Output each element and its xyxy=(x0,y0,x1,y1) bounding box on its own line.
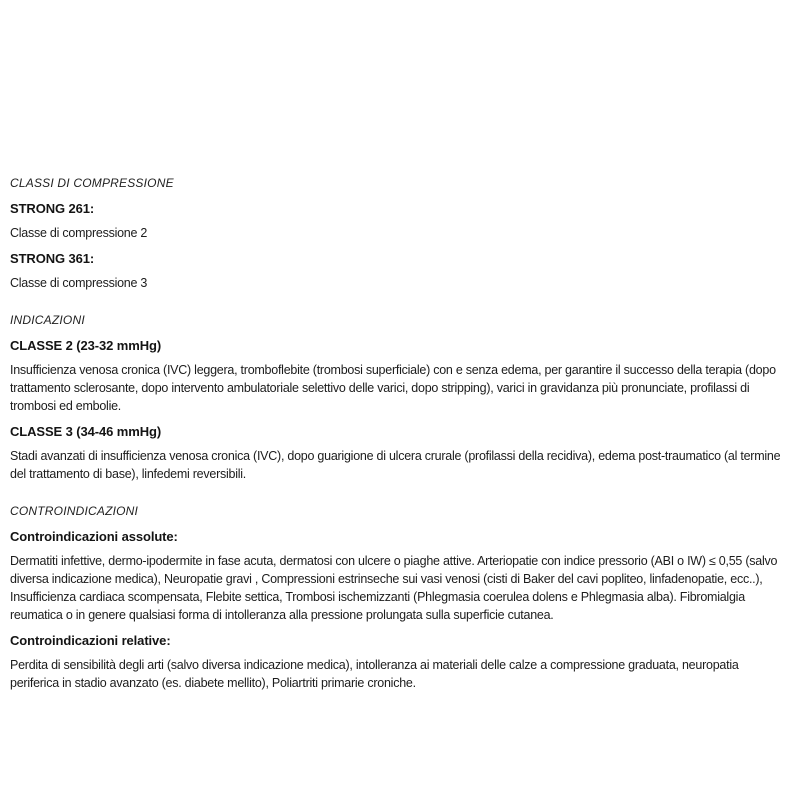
subheading-controindicazioni-assolute: Controindicazioni assolute: xyxy=(10,529,178,544)
section-heading-classi-di-compressione: CLASSI DI COMPRESSIONE xyxy=(10,176,174,190)
subheading-classe-3: CLASSE 3 (34-46 mmHg) xyxy=(10,424,162,439)
paragraph-controindicazioni-relative: Perdita di sensibilità degli arti (salvo diversa indicazione medica), intolleranza ai materiali delle calze a compressione graduata, neuropatia periferica in stadio avanzato (es. diabete mellito), Poliartriti primarie croniche. xyxy=(10,658,739,690)
section-classi-di-compressione xyxy=(10,176,788,292)
subheading-strong-261: STRONG 261: xyxy=(10,201,95,216)
subheading-classe-2: CLASSE 2 (23-32 mmHg) xyxy=(10,338,162,353)
paragraph-classe-2-indications: Insufficienza venosa cronica (IVC) leggera, tromboflebite (trombosi superficiale) con e senza edema, per garantire il successo della terapia (dopo trattamento sclerosante, dopo intervento ambulatoriale selettivo delle varici, dopo stripping), varici in gravidanza più pronunciate, profilassi di trombosi ed embolie. xyxy=(10,363,776,413)
section-heading-controindicazioni: CONTROINDICAZIONI xyxy=(10,504,139,518)
paragraph-controindicazioni-assolute: Dermatiti infettive, dermo-ipodermite in fase acuta, dermatosi con ulcere o piaghe attive. Arteriopatie con indice pressorio (ABI o IW) ≤ 0,55 (salvo diversa indicazione medica), Neuropatie gravi , Compressioni estrinseche sui vasi venosi (cisti di Baker del cavi popliteo, linfadenopatie, ecc..), Insufficienza cardiaca scompensata, Flebite settica, Trombosi ischemizzanti (Phlegmasia coerulea dolens e Phlegmasia alba). Fibromialgia reumatica o in genere qualsiasi forma di intolleranza alla pressione prolungata sulla superficie cutanea. xyxy=(10,554,778,622)
section-indicazioni xyxy=(10,313,788,483)
section-controindicazioni xyxy=(10,504,788,692)
paragraph-strong-261-class: Classe di compressione 2 xyxy=(10,226,148,240)
paragraph-strong-361-class: Classe di compressione 3 xyxy=(10,276,148,290)
section-heading-indicazioni: INDICAZIONI xyxy=(10,313,85,327)
subheading-controindicazioni-relative: Controindicazioni relative: xyxy=(10,633,171,648)
subheading-strong-361: STRONG 361: xyxy=(10,251,95,266)
paragraph-classe-3-indications: Stadi avanzati di insufficienza venosa cronica (IVC), dopo guarigione di ulcera crurale (profilassi della recidiva), edema post-traumatico (al termine del trattamento di base), linfedemi reversibili. xyxy=(10,449,781,481)
